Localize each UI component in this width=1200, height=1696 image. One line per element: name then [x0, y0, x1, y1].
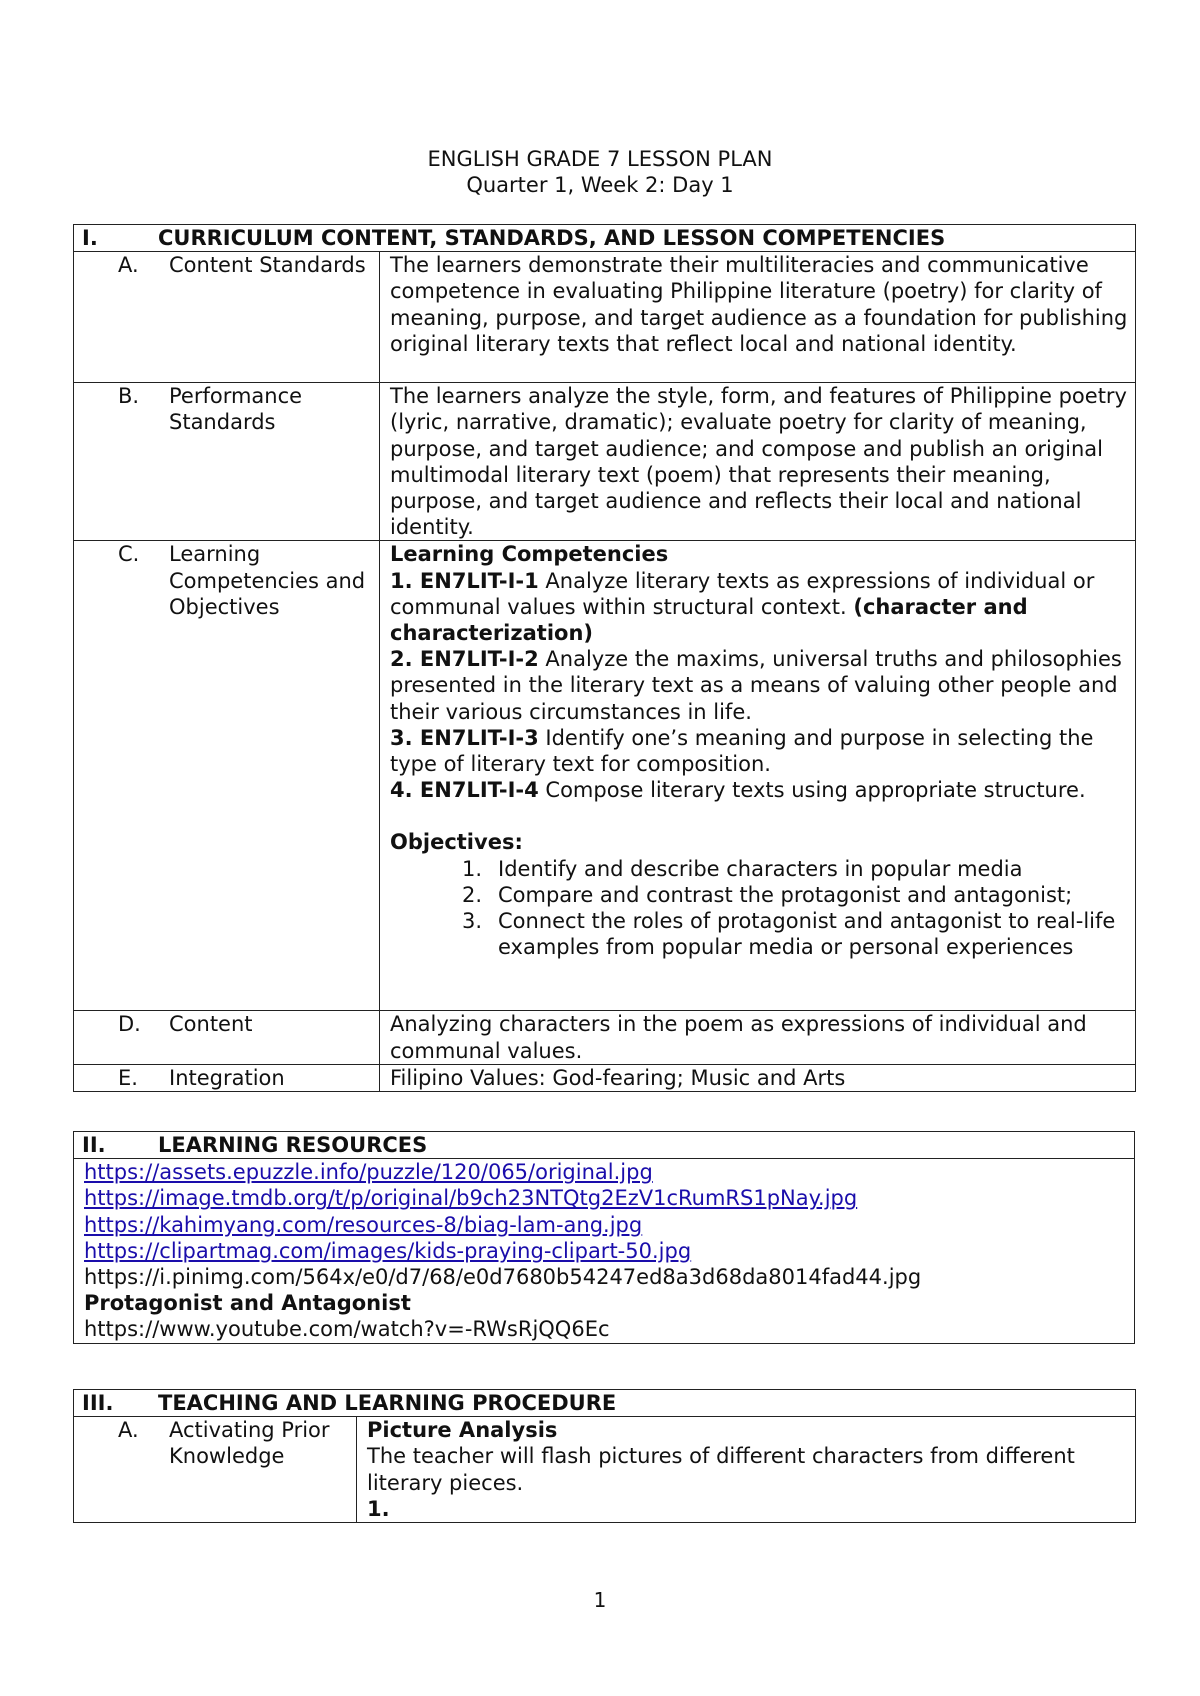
- competencies-heading: Learning Competencies: [390, 542, 669, 567]
- table-row: [74, 541, 1136, 1011]
- objective-item: 1. Identify and describe characters in popular media: [462, 856, 1023, 881]
- row-label-text: Learning Competencies and Objectives: [169, 542, 366, 619]
- row-content: The learners analyze the style, form, and features of Philippine poetry (lyric, narrative, dramatic); evaluate poetry for clarity of meaning, purpose, and target audience; and compose and publish an original multimodal literary text (poem) that represents their meaning, purpose, and target audience and reflects their local and national identity.: [380, 383, 1136, 541]
- row-letter: C.: [118, 542, 140, 567]
- resource-link[interactable]: https://assets.epuzzle.info/puzzle/120/065/original.jpg: [84, 1160, 653, 1185]
- table-row: [74, 1417, 1136, 1523]
- lesson-plan-subtitle: Quarter 1, Week 2: Day 1: [466, 173, 734, 197]
- resources-list: [74, 1159, 1135, 1343]
- section-title: LEARNING RESOURCES: [158, 1133, 428, 1157]
- row-label: [74, 383, 380, 541]
- learning-resources-table: [73, 1131, 1135, 1344]
- video-url-text: https://www.youtube.com/watch?v=-RWsRjQQ6Ec: [84, 1317, 610, 1342]
- objectives-list: [390, 856, 1135, 961]
- row-content: Analyzing characters in the poem as expressions of individual and communal values.: [380, 1011, 1136, 1064]
- row-label: [74, 1064, 380, 1091]
- resource-label: Protagonist and Antagonist: [84, 1291, 411, 1316]
- section-number: III.: [82, 1391, 114, 1415]
- activity-heading: Picture Analysis: [367, 1418, 558, 1443]
- resource-url-text: https://i.pinimg.com/564x/e0/d7/68/e0d7680b54247ed8a3d68da8014fad44.jpg: [84, 1265, 922, 1290]
- row-label-text: Content Standards: [169, 253, 366, 278]
- table-row: [74, 1159, 1135, 1343]
- row-letter: E.: [118, 1065, 138, 1090]
- row-label: [74, 541, 380, 1011]
- curriculum-table: [73, 224, 1136, 1092]
- section-title: CURRICULUM CONTENT, STANDARDS, AND LESSON COMPETENCIES: [158, 226, 946, 250]
- row-letter: B.: [118, 384, 140, 409]
- row-label: [74, 1417, 357, 1523]
- row-label-text: Activating Prior Knowledge: [169, 1418, 330, 1469]
- row-content: [357, 1417, 1136, 1523]
- section-header: [74, 225, 1136, 252]
- procedure-table: [73, 1389, 1136, 1523]
- row-label-text: Integration: [169, 1065, 285, 1090]
- resource-link[interactable]: https://clipartmag.com/images/kids-praying-clipart-50.jpg: [84, 1238, 692, 1263]
- row-label: [74, 1011, 380, 1064]
- row-label-text: Performance Standards: [169, 384, 303, 435]
- competency-item: 2. EN7LIT-I-2 Analyze the maxims, universal truths and philosophies presented in the literary text as a means of valuing other people and their various circumstances in life.: [390, 647, 1122, 724]
- activity-description: The teacher will flash pictures of different characters from different literary pieces.: [367, 1444, 1075, 1495]
- row-label: [74, 252, 380, 383]
- resource-link[interactable]: https://kahimyang.com/resources-8/biag-lam-ang.jpg: [84, 1212, 643, 1237]
- document-title: [0, 146, 1200, 198]
- objective-item: 3. Connect the roles of protagonist and antagonist to real-life examples from popular media or personal experiences: [462, 909, 1116, 960]
- row-letter: A.: [118, 253, 139, 278]
- activity-item-number: 1.: [367, 1496, 390, 1521]
- lesson-plan-title: ENGLISH GRADE 7 LESSON PLAN: [427, 147, 773, 171]
- row-letter: D.: [118, 1012, 141, 1037]
- objective-item: 2. Compare and contrast the protagonist and antagonist;: [462, 882, 1073, 907]
- table-row: [74, 383, 1136, 541]
- row-label-text: Content: [169, 1012, 253, 1037]
- section-header: [74, 1390, 1136, 1417]
- table-row: [74, 1011, 1136, 1064]
- table-row: [74, 1064, 1136, 1091]
- section-title: TEACHING AND LEARNING PROCEDURE: [158, 1391, 617, 1415]
- section-header: [74, 1132, 1135, 1159]
- section-number: II.: [82, 1133, 106, 1157]
- page-number: 1: [593, 1588, 607, 1612]
- row-content: [380, 541, 1136, 1011]
- row-letter: A.: [118, 1418, 139, 1443]
- competency-item: 4. EN7LIT-I-4 Compose literary texts using appropriate structure.: [390, 778, 1086, 803]
- competency-item: 1. EN7LIT-I-1 Analyze literary texts as expressions of individual or communal values within structural context. (character and characterization): [390, 568, 1095, 646]
- resource-link[interactable]: https://image.tmdb.org/t/p/original/b9ch23NTQtg2EzV1cRumRS1pNay.jpg: [84, 1186, 858, 1211]
- section-number: I.: [82, 226, 98, 250]
- table-row: [74, 252, 1136, 383]
- competency-item: 3. EN7LIT-I-3 Identify one’s meaning and purpose in selecting the type of literary text for composition.: [390, 725, 1094, 777]
- objectives-heading: Objectives:: [390, 830, 523, 855]
- row-content: Filipino Values: God-fearing; Music and Arts: [380, 1064, 1136, 1091]
- row-content: The learners demonstrate their multiliteracies and communicative competence in evaluating Philippine literature (poetry) for clarity of meaning, purpose, and target audience as a foundation for publishing original literary texts that reflect local and national identity.: [380, 252, 1136, 383]
